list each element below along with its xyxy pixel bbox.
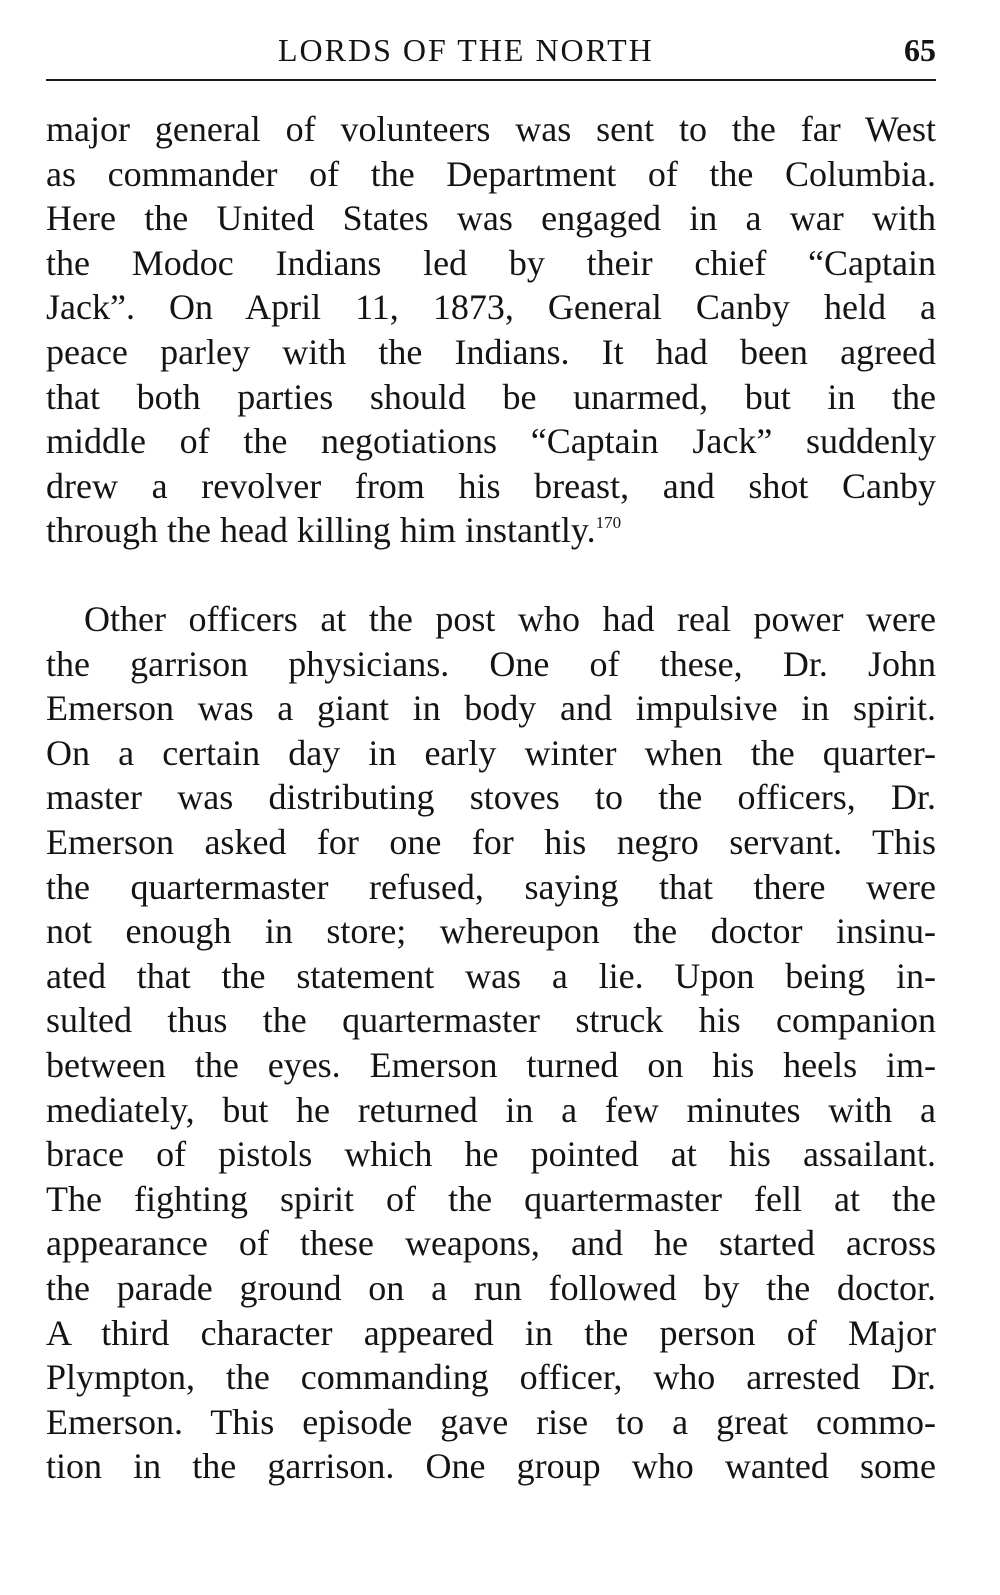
text-line: Emerson asked for one for his negro servant. This (46, 821, 936, 862)
text-line: the parade ground on a run followed by the doctor. (46, 1267, 936, 1308)
text-line: A third character appeared in the person of Major (46, 1312, 936, 1353)
text-line: peace parley with the Indians. It had been agreed (46, 331, 936, 372)
running-head (46, 30, 936, 70)
text-line: not enough in store; whereupon the doctor insinu- (46, 911, 936, 952)
text-line: ated that the statement was a lie. Upon being in- (46, 955, 936, 996)
text-line: the quartermaster refused, saying that there were (46, 866, 936, 907)
paragraph-1 (46, 107, 936, 553)
text-line: Emerson. This episode gave rise to a great commo- (46, 1401, 936, 1442)
text-line: sulted thus the quartermaster struck his companion (46, 1000, 936, 1041)
text-line: the Modoc Indians led by their chief “Captain (46, 242, 936, 283)
header-rule (46, 79, 936, 81)
text-line: the garrison physicians. One of these, Dr. John (46, 643, 936, 684)
text-line: The fighting spirit of the quartermaster fell at the (46, 1178, 936, 1219)
text-line-last (46, 508, 936, 553)
text-line: mediately, but he returned in a few minutes with a (46, 1089, 936, 1130)
text-line: between the eyes. Emerson turned on his heels im- (46, 1044, 936, 1085)
text-line-content: through the head killing him instantly. (46, 510, 596, 551)
text-line: Here the United States was engaged in a war with (46, 198, 936, 239)
paragraph-2 (46, 597, 936, 1489)
text-line-indented: Other officers at the post who had real power were (84, 599, 936, 639)
text-line: brace of pistols which he pointed at his assailant. (46, 1134, 936, 1175)
text-line: On a certain day in early winter when the quarter- (46, 732, 936, 773)
text-line: Emerson was a giant in body and impulsive in spirit. (46, 688, 936, 729)
text-line: appearance of these weapons, and he started across (46, 1223, 936, 1264)
text-line: major general of volunteers was sent to the far West (46, 109, 936, 149)
text-line: tion in the garrison. One group who wanted some (46, 1446, 936, 1487)
footnote-reference[interactable]: 170 (595, 513, 622, 533)
text-line: that both parties should be unarmed, but in the (46, 376, 936, 417)
page-number: 65 (904, 32, 936, 68)
text-line: as commander of the Department of the Columbia. (46, 153, 936, 194)
text-line: drew a revolver from his breast, and shot Canby (46, 465, 936, 506)
text-line: master was distributing stoves to the officers, Dr. (46, 777, 936, 818)
text-line: Plympton, the commanding officer, who arrested Dr. (46, 1357, 936, 1398)
running-title: LORDS OF THE NORTH (278, 32, 654, 68)
text-line: middle of the negotiations “Captain Jack” suddenly (46, 421, 936, 462)
text-line: Jack”. On April 11, 1873, General Canby held a (46, 287, 936, 328)
